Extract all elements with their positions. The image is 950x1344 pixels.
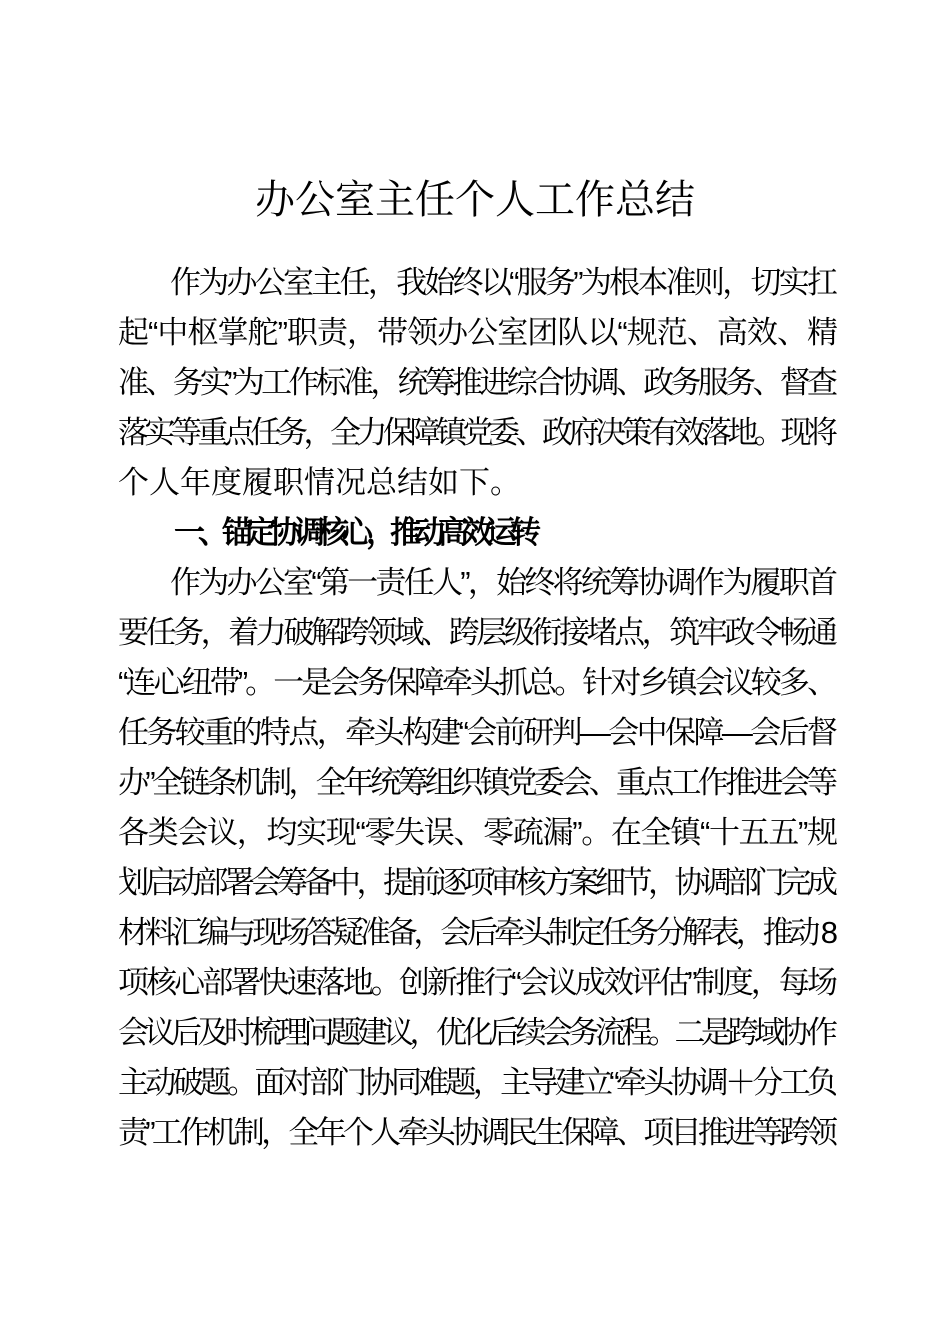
text-line: 任务较重的特点，牵头构建“会前研判—会中保障—会后督 xyxy=(118,715,832,750)
text-line: 作为办公室“第一责任人”，始终将统筹协调作为履职首 xyxy=(170,565,832,600)
text-line: 落实等重点任务，全力保障镇党委、政府决策有效落地。现将 xyxy=(118,415,832,450)
text-line: 责”工作机制，全年个人牵头协调民生保障、项目推进等跨领 xyxy=(118,1115,832,1150)
text-line: 主动破题。面对部门协同难题，主导建立“牵头协调＋分工负 xyxy=(118,1065,832,1100)
text-line: 办”全链条机制，全年统筹组织镇党委会、重点工作推进会等 xyxy=(118,765,832,800)
document-title: 办公室主任个人工作总结 xyxy=(255,178,695,222)
text-line: 会议后及时梳理问题建议，优化后续会务流程。二是跨域协作 xyxy=(118,1015,832,1050)
text-line: 划启动部署会筹备中，提前逐项审核方案细节，协调部门完成 xyxy=(118,865,832,900)
section-heading: 一、锚定协调核心，推动高效运转 xyxy=(174,515,534,550)
text-line: 各类会议，均实现“零失误、零疏漏”。在全镇“十五五”规 xyxy=(118,815,832,850)
text-line: 材料汇编与现场答疑准备，会后牵头制定任务分解表，推动 8 xyxy=(118,915,832,950)
text-line: 要任务，着力破解跨领域、跨层级衔接堵点，筑牢政令畅通 xyxy=(118,615,832,650)
text-line: 个人年度履职情况总结如下。 xyxy=(118,465,521,500)
text-line: 准、务实”为工作标准，统筹推进综合协调、政务服务、督查 xyxy=(118,365,832,400)
text-line: 作为办公室主任，我始终以“服务”为根本准则，切实扛 xyxy=(170,265,832,300)
document-body xyxy=(118,258,832,1158)
text-line: “连心纽带”。一是会务保障牵头抓总。针对乡镇会议较多、 xyxy=(118,665,832,700)
text-line: 项核心部署快速落地。创新推行“会议成效评估”制度，每场 xyxy=(118,965,832,1000)
text-line: 起“中枢掌舵”职责，带领办公室团队以“规范、高效、精 xyxy=(118,315,832,350)
